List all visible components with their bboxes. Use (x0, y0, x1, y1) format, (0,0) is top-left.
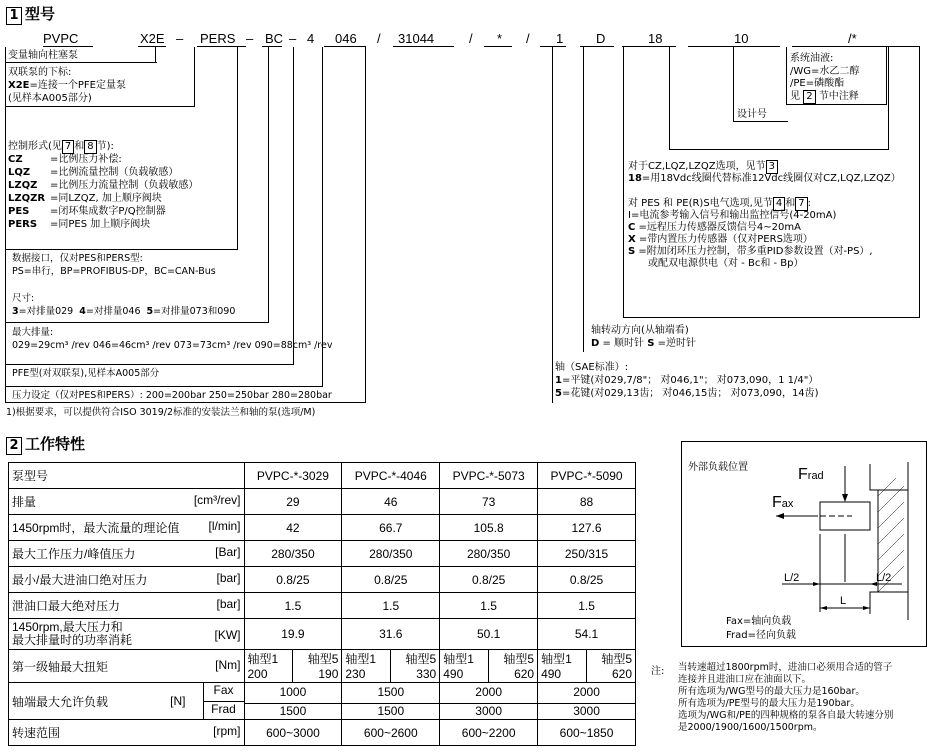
l-half-left: L/2 (784, 572, 800, 584)
table-row (9, 593, 636, 619)
torque-value: 620 (514, 667, 535, 681)
value-cell: 73 (440, 489, 538, 515)
torque-value: 490 (443, 667, 464, 681)
oil-pe: /PE=磷酸酯 (790, 78, 845, 89)
dual-pump-ref: (见样本A005部分) (8, 93, 92, 104)
code-part: /* (848, 31, 857, 46)
code-part: BC (265, 31, 284, 46)
code-part: PVPC (43, 31, 79, 46)
torque-cell (538, 650, 636, 683)
torque-shaft-label: 轴型1 (247, 652, 279, 666)
table-row (9, 619, 636, 650)
control-item: LZQZR =同LZQZ, 加上顺序阀块 (8, 193, 162, 204)
row-unit: [cm³/rev] (193, 493, 241, 507)
note-line: 连接并且进油口应在油面以下。 (678, 674, 812, 685)
fax-legend: Fax=轴向负载 (726, 616, 792, 627)
fax-value: 1000 (245, 685, 342, 704)
row-label-line: 最大排量时的功率消耗 (12, 633, 133, 647)
header-cell: PVPC-*-3029 (244, 463, 342, 489)
code-part: PERS (200, 31, 236, 46)
value-cell: 29 (244, 489, 342, 515)
footnote: 1)根据要求，可以提供符合ISO 3019/2标准的安装法兰和轴的泵(选项/M) (6, 407, 316, 418)
row-label (9, 650, 245, 683)
value-cell: 250/315 (538, 541, 636, 567)
l-label: L (840, 595, 847, 607)
row-label-text: 泄油口最大绝对压力 (12, 599, 121, 613)
value-cell: 0.8/25 (440, 567, 538, 593)
row-unit: [bar] (216, 597, 241, 611)
value-cell: 600~2200 (440, 720, 538, 746)
code-part: 046 (335, 31, 357, 46)
value-cell: 54.1 (538, 619, 636, 650)
control-item: LQZ =比例流量控制（负载敏感） (8, 167, 179, 178)
code-part: / (526, 31, 530, 46)
control-item: LZQZ =比例压力流量控制（负载敏感） (8, 180, 199, 191)
oil-note: 见 2 节中注释 (790, 91, 859, 102)
value-cell: 105.8 (440, 515, 538, 541)
code-part: 1 (556, 31, 564, 46)
value-cell: 1.5 (244, 593, 342, 619)
load-cell (538, 683, 636, 720)
frad-value: 1500 (279, 703, 307, 718)
row-label-text: 转速范围 (12, 726, 61, 740)
value-cell: 88 (538, 489, 636, 515)
torque-row (9, 650, 636, 683)
diagram-title: 外部负载位置 (688, 462, 748, 473)
option-c: C =远程压力传感器反馈信号4~20mA (628, 222, 801, 233)
dual-pump-desc: X2E=连接一个PFE定量泵 (8, 80, 126, 91)
torque-shaft-label: 轴型1 (345, 652, 377, 666)
frad-value: 3000 (573, 703, 600, 718)
torque-value: 490 (541, 667, 562, 681)
pressure-desc: 压力设定（仅对PES和PERS）: 200=200bar 250=250bar 280=280bar (12, 390, 332, 401)
code-part: 31044 (398, 31, 435, 46)
code-part: – (246, 31, 254, 46)
value-cell: 1.5 (440, 593, 538, 619)
section-title: 工作特性 (25, 435, 86, 453)
code-part: – (176, 31, 184, 46)
control-item: PES =闭环集成数字P/Q控制器 (8, 206, 166, 217)
row-unit: [rpm] (213, 724, 241, 738)
torque-cell (244, 650, 342, 683)
f-rad-label: Frad (798, 466, 824, 483)
code-part: 4 (307, 31, 315, 46)
section-number: 2 (6, 437, 22, 455)
shaft-5: 5=花键(对029,13齿； 对046,15齿； 对073,090，14齿) (555, 388, 819, 399)
value-cell: 1.5 (342, 593, 440, 619)
value-cell: 127.6 (538, 515, 636, 541)
row-label-text: 最大工作压力/峰值压力 (12, 547, 136, 561)
table-header (9, 463, 636, 489)
value-cell: 1.5 (538, 593, 636, 619)
section-number: 1 (6, 7, 22, 25)
row-label (9, 619, 245, 650)
row-label-text: 第一级轴最大扭矩 (12, 659, 109, 674)
rotation-desc: D = 顺时针 S =逆时针 (591, 338, 696, 349)
torque-shaft-label: 轴型1 (541, 652, 572, 666)
load-label (9, 683, 203, 719)
note-label: 注: (651, 666, 665, 677)
row-label (9, 541, 245, 567)
row-unit: [l/min] (208, 519, 241, 533)
value-cell: 50.1 (440, 619, 538, 650)
dual-pump-title: 双联泵的下标: (8, 67, 72, 78)
frad-value: 1500 (377, 703, 405, 718)
fax-value: 1500 (342, 685, 439, 704)
control-item: CZ =比例压力补偿: (8, 154, 122, 165)
section-title: 型号 (25, 5, 56, 23)
section2-heading (6, 433, 85, 455)
code-part: / (469, 31, 473, 46)
row-label-text: 排量 (12, 495, 37, 509)
header-cell: 泵型号 (9, 463, 245, 489)
torque-shaft-label: 轴型5 (503, 652, 535, 666)
shaft-1: 1=平键(对029,7/8"； 对046,1"； 对073,090，1 1/4"） (555, 375, 819, 386)
code-part: 10 (734, 31, 749, 46)
torque-shaft-label: 轴型5 (601, 652, 633, 666)
load-row (9, 683, 636, 720)
code-part: X2E (140, 31, 165, 46)
interface-desc: PS=串行，BP=PROFIBUS-DP，BC=CAN-Bus (12, 266, 216, 277)
torque-shaft-label: 轴型5 (307, 652, 339, 666)
option-18-desc: 18=用18Vdc线圈代替标准12Vdc线圈仅对CZ,LQZ,LZQZ） (628, 173, 901, 184)
shaft-title: 轴（SAE标准）: (555, 362, 629, 373)
row-label (9, 720, 245, 746)
code-part: D (596, 31, 606, 46)
control-item: PERS =同PES 加上顺序阀块 (8, 219, 151, 230)
torque-value: 190 (318, 667, 339, 681)
value-cell: 31.6 (342, 619, 440, 650)
note-line: 当转速超过1800rpm时，进油口必须用合适的管子 (678, 662, 893, 673)
frad-legend: Frad=径向负载 (726, 630, 796, 641)
value-cell: 280/350 (244, 541, 342, 567)
value-cell: 600~1850 (538, 720, 636, 746)
note-line: 所有选项为/WG型号的最大压力是160bar。 (678, 686, 865, 697)
frad-label: Frad (211, 702, 236, 716)
value-cell: 0.8/25 (244, 567, 342, 593)
note-line: 所有选项为/PE型号的最大压力是190bar。 (678, 698, 860, 709)
fax-label: Fax (204, 683, 244, 702)
value-cell: 600~2600 (342, 720, 440, 746)
code-part: / (377, 31, 381, 46)
control-list (8, 154, 198, 232)
oil-wg: /WG=水乙二醇 (790, 66, 860, 77)
interface-title: 数据接口，仅对PES和PERS型: (12, 253, 143, 264)
size-title: 尺寸: (12, 293, 35, 304)
table-row (9, 567, 636, 593)
oil-title: 系统油液: (790, 53, 834, 64)
option-i: I=电流参考输入信号和输出监控信号(4-20mA) (628, 210, 837, 221)
note-text (678, 662, 893, 734)
frad-value: 3000 (475, 703, 502, 718)
speed-row (9, 720, 636, 746)
note-line: 选项为/WG和/PE的四种规格的泵各自最大转速分别 (678, 710, 894, 721)
torque-value: 230 (345, 667, 366, 681)
value-cell: 280/350 (440, 541, 538, 567)
torque-value: 330 (416, 667, 437, 681)
row-label (9, 567, 245, 593)
header-cell: PVPC-*-5073 (440, 463, 538, 489)
note-line: 是2000/1900/1600/1500rpm。 (678, 722, 823, 733)
option-s: S =附加闭环压力控制，带多重PID参数设置（对-PS）, (628, 246, 873, 257)
rotation-title: 轴转动方向(从轴端看) (591, 325, 689, 336)
torque-cell (440, 650, 538, 683)
header-cell: PVPC-*-4046 (342, 463, 440, 489)
option-s-2: 或配双电源供电（对 - Bc和 - Bp） (648, 258, 804, 269)
row-unit: [Bar] (215, 545, 241, 559)
variable-pump-label: 变量轴向柱塞泵 (8, 50, 78, 61)
row-label (9, 515, 245, 541)
option-18-ref: 对于CZ,LQZ,LZQZ选项，见节 3 (628, 160, 778, 174)
value-cell: 66.7 (342, 515, 440, 541)
table-row (9, 541, 636, 567)
pfe-desc: PFE型(对双联泵),见样本A005部分 (12, 368, 160, 379)
l-half-right: L/2 (876, 572, 892, 584)
load-diagram (681, 441, 927, 647)
torque-value: 200 (247, 667, 268, 681)
displacement-desc: 029=29cm³ /rev 046=46cm³ /rev 073=73cm³ /rev 090=88cm³ /rev (12, 340, 333, 351)
load-cell (342, 683, 440, 720)
code-part: * (497, 31, 503, 46)
table-row (9, 489, 636, 515)
value-cell: 0.8/25 (538, 567, 636, 593)
table-row (9, 515, 636, 541)
value-cell: 0.8/25 (342, 567, 440, 593)
row-label (9, 593, 245, 619)
header-cell: PVPC-*-5090 (538, 463, 636, 489)
torque-shaft-label: 轴型1 (443, 652, 474, 666)
f-ax-label: Fax (772, 494, 794, 511)
performance-table (8, 462, 636, 746)
row-unit: [N] (170, 694, 186, 708)
fax-value: 2000 (538, 685, 635, 704)
torque-shaft-label: 轴型5 (405, 652, 437, 666)
control-title: 控制形式(见 7 和 8 节): (8, 141, 114, 152)
row-label-line: 1450rpm,最大压力和 (12, 620, 123, 634)
load-cell (440, 683, 538, 720)
load-cell (244, 683, 342, 720)
torque-cell (342, 650, 440, 683)
code-part: 18 (648, 31, 663, 46)
row-label-text: 最小/最大进油口绝对压力 (12, 573, 148, 587)
code-part: – (289, 31, 297, 46)
value-cell: 600~3000 (244, 720, 342, 746)
row-unit: [bar] (216, 571, 241, 585)
displacement-title: 最大排量: (12, 327, 54, 338)
row-label (9, 683, 245, 720)
section1-heading (6, 3, 55, 25)
size-desc: 3=对排量029 4=对排量046 5=对排量073和090 (12, 306, 236, 317)
design-number: 设计号 (737, 109, 767, 120)
row-label-text: 1450rpm时，最大流量的理论值 (12, 521, 180, 535)
option-x: X =带内置压力传感器（仅对PERS选项） (628, 234, 813, 245)
value-cell: 280/350 (342, 541, 440, 567)
row-label-text: 轴端最大允许负载 (12, 694, 109, 709)
option-pes-title: 对 PES 和 PE(R)S电气选项,见节 4 和 7 : (628, 198, 811, 209)
row-label (9, 489, 245, 515)
torque-value: 620 (611, 667, 633, 681)
fax-value: 2000 (440, 685, 537, 704)
value-cell: 19.9 (244, 619, 342, 650)
row-unit: [Nm] (215, 657, 241, 672)
value-cell: 46 (342, 489, 440, 515)
value-cell: 42 (244, 515, 342, 541)
row-unit: [KW] (214, 628, 241, 642)
